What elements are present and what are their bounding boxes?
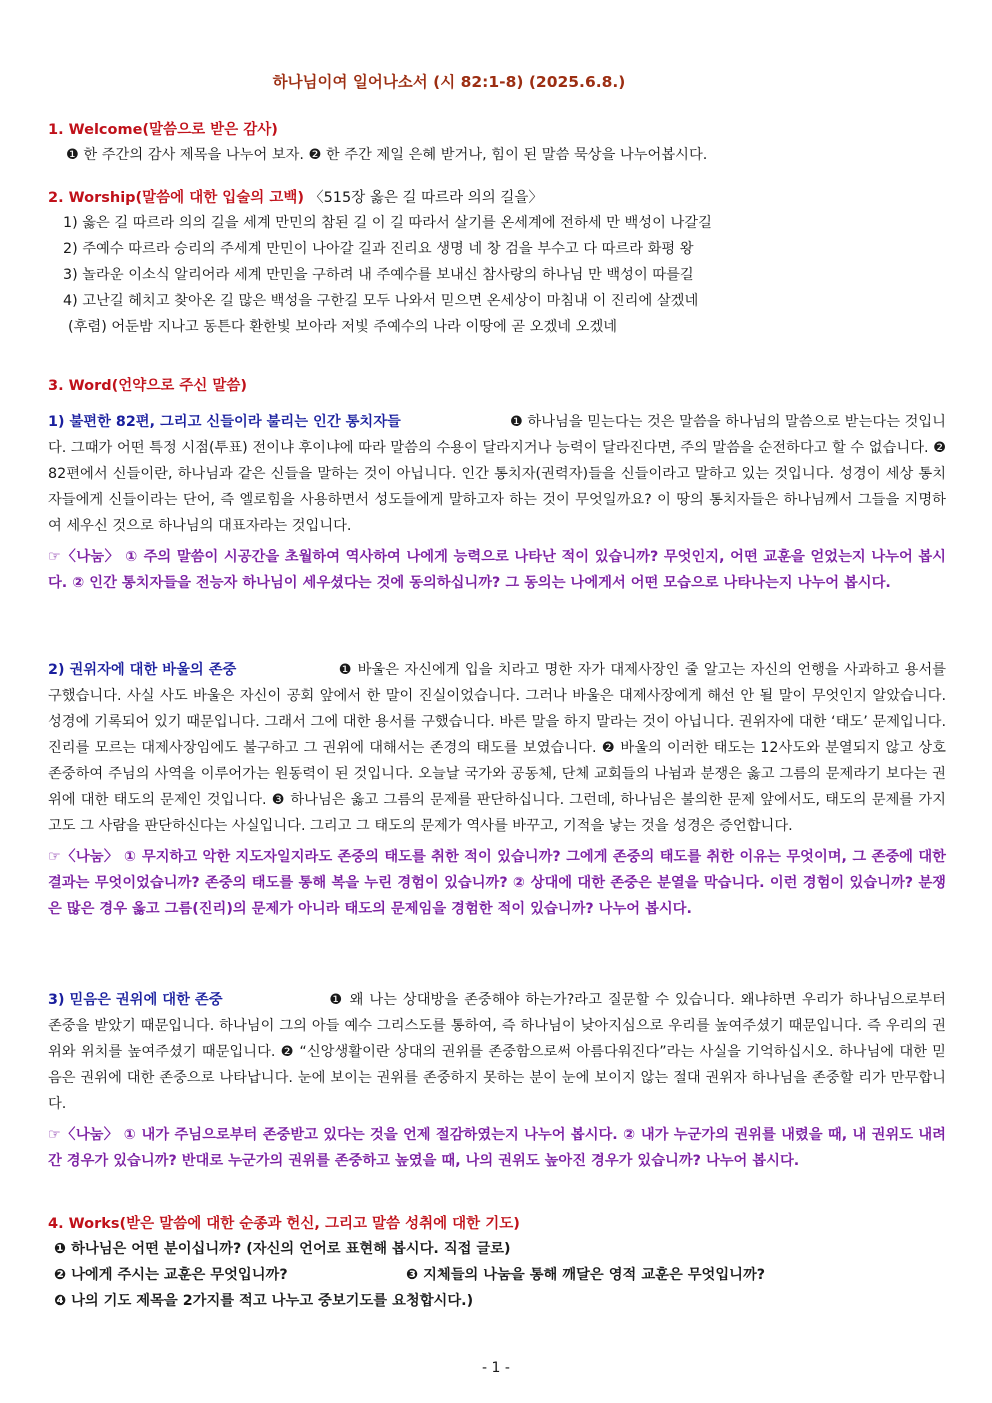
worship-section (48, 186, 946, 340)
works-question-4: ❹ 나의 기도 제목을 2가지를 적고 나누고 중보기도를 요청합시다.) (54, 1293, 474, 1309)
works-question-3: ❸ 지체들의 나눔을 통해 깨달은 영적 교훈은 무엇입니까? (406, 1267, 766, 1283)
point-1-body (48, 409, 946, 539)
point-3-text: ❶ 왜 나는 상대방을 존중해야 하는가?라고 질문할 수 있습니다. 왜냐하면 우리가 하나님으로부터 존중을 받았기 때문입니다. 하나님이 그의 아들 예수 그리스도를 통하여, 즉 하나님이 낮아지심으로 우리를 높여주셨기 때문입니다. 즉 우리의 권위와 위치를 높여주셨기 때문입니다. ❷ “신앙생활이란 상대의 권위를 존중함으로써 아름다워진다”라는 사실을 기억하십시오. 하나님에 대한 믿음은 권위에 대한 존중으로 나타납니다. 눈에 보이는 권위를 존중하지 못하는 분이 눈에 보이지 않는 절대 권위자 하나님을 존중할 리가 만무합니다. (48, 992, 946, 1112)
word-heading: 3. Word(언약으로 주신 말씀) (48, 378, 248, 394)
point-2-body (48, 657, 946, 839)
point-2-title: 2) 권위자에 대한 바울의 존중 (48, 662, 237, 678)
welcome-section (48, 118, 946, 168)
page-number: - 1 - (482, 1360, 510, 1376)
welcome-text: ❶ 한 주간의 감사 제목을 나누어 보자. ❷ 한 주간 제일 은혜 받거나, 힘이 된 말씀 묵상을 나누어봅시다. (66, 147, 708, 163)
point-1-share: ☞〈나눔〉 ① 주의 말씀이 시공간을 초월하여 역사하여 나에게 능력으로 나타난 적이 있습니까? 무엇인지, 어떤 교훈을 얻었는지 나누어 봅시다. ② 인간 통치자들을 전능자 하나님이 세우셨다는 것에 동의하십니까? 그 동의는 나에게서 어떤 모습으로 나타나는지 나누어 봅시다. (48, 549, 946, 591)
works-question-1: ❶ 하나님은 어떤 분이십니까? (자신의 언어로 표현해 봅시다. 직접 글로) (54, 1241, 511, 1257)
point-3-share: ☞〈나눔〉 ① 내가 주님으로부터 존중받고 있다는 것을 언제 절감하였는지 나누어 봅시다. ② 내가 누군가의 권위를 내렸을 때, 내 권위도 내려간 경우가 있습니까? 반대로 누군가의 권위를 존중하고 높였을 때, 나의 권위도 높아진 경우가 있습니까? 나누어 봅시다. (48, 1127, 946, 1169)
point-2-share: ☞〈나눔〉 ① 무지하고 악한 지도자일지라도 존중의 태도를 취한 적이 있습니까? 그에게 존중의 태도를 취한 이유는 무엇이며, 그 존중에 대한 결과는 무엇이었습니까? 존중의 태도를 통해 복을 누린 경험이 있습니까? ② 상대에 대한 존중은 분열을 막습니다. 이런 경험이 있습니까? 분쟁은 많은 경우 옳고 그름(진리)의 문제가 아니라 태도의 문제임을 경험한 적이 있습니까? 나누어 봅시다. (48, 849, 946, 917)
works-row-2 (48, 1262, 946, 1288)
word-section (48, 374, 946, 398)
works-question-2: ❷ 나에게 주시는 교훈은 무엇입니까? (54, 1267, 288, 1283)
hymn-verse-4: 4) 고난길 헤치고 찾아온 길 많은 백성을 구한길 모두 나와서 믿으면 온세상이 마침내 이 진리에 살겠네 (63, 293, 699, 309)
point-1-text: ❶ 하나님을 믿는다는 것은 말씀을 하나님의 말씀으로 받는다는 것입니다. 그때가 어떤 특정 시점(투표) 전이냐 후이냐에 따라 말씀의 수용이 달라지거나 능력이 달라진다면, 주의 말씀을 순전하다고 할 수 없습니다. ❷ 82편에서 신들이란, 하나님과 같은 신들을 말하는 것이 아닙니다. 인간 통치자(권력자)들을 신들이라고 말하고 있는 것입니다. 성경이 세상 통치자들에게 신들이라는 단어, 즉 엘로힘을 사용하면서 성도들에게 말하고자 하는 것이 무엇일까요? 이 땅의 통치자들은 하나님께서 그들을 지명하여 세우신 것으로 하나님의 대표자라는 것입니다. (48, 414, 946, 534)
hymn-verse-1: 1) 옳은 길 따르라 의의 길을 세계 만민의 참된 길 이 길 따라서 살기를 온세계에 전하세 만 백성이 나갈길 (63, 215, 712, 231)
point-1-title: 1) 불편한 82편, 그리고 신들이라 불리는 인간 통치자들 (48, 414, 401, 430)
word-point-3 (48, 987, 946, 1174)
works-heading: 4. Works(받은 말씀에 대한 순종과 헌신, 그리고 말씀 성취에 대한 기도) (48, 1216, 520, 1232)
page-title: 하나님이여 일어나소서 (시 82:1-8) (2025.6.8.) (272, 73, 626, 91)
hymn-refrain: (후렴) 어둔밤 지나고 동튼다 환한빛 보아라 저빛 주예수의 나라 이땅에 곧 오겠네 오겠네 (68, 319, 618, 335)
welcome-heading: 1. Welcome(말씀으로 받은 감사) (48, 122, 278, 138)
point-2-text: ❶ 바울은 자신에게 입을 치라고 명한 자가 대제사장인 줄 알고는 자신의 언행을 사과하고 용서를 구했습니다. 사실 사도 바울은 자신이 공회 앞에서 한 말이 진실이었습니다. 그러나 바울은 대제사장에게 해선 안 될 말이 무엇인지 알았습니다. 성경에 기록되어 있기 때문입니다. 그래서 그에 대한 용서를 구했습니다. 바른 말을 하지 말라는 것이 아닙니다. 권위자에 대한 ‘태도’ 문제입니다. 진리를 모르는 대제사장임에도 불구하고 그 권위에 대해서는 존경의 태도를 보였습니다. ❷ 바울의 이러한 태도는 12사도와 분열되지 않고 상호존중하여 주님의 사역을 이루어가는 원동력이 된 것입니다. 오늘날 국가와 공동체, 단체 교회들의 나뉨과 분쟁은 옳고 그름의 문제라기 보다는 권위에 대한 태도의 문제인 것입니다. ❸ 하나님은 옳고 그름의 문제를 판단하십니다. 그런데, 하나님은 불의한 문제 앞에서도, 태도의 문제를 가지고도 그 사람을 판단하신다는 사실입니다. 그리고 그 태도의 문제가 역사를 바꾸고, 기적을 낳는 것을 성경은 증언합니다. (48, 662, 946, 834)
worship-heading-line (48, 186, 946, 210)
word-point-2 (48, 657, 946, 922)
works-section (48, 1212, 946, 1314)
hymn-verse-3: 3) 놀라운 이소식 알리어라 세계 만민을 구하려 내 주예수를 보내신 참사랑의 하나님 만 백성이 따를길 (63, 267, 694, 283)
worship-heading: 2. Worship(말씀에 대한 입술의 고백) (48, 190, 305, 206)
word-point-1 (48, 409, 946, 596)
worship-hymn: 〈515장 옳은 길 따르라 의의 길을〉 (309, 190, 543, 206)
hymn-verse-2: 2) 주예수 따르라 승리의 주세계 만민이 나아갈 길과 진리요 생명 네 창 검을 부수고 다 따르라 화평 왕 (63, 241, 694, 257)
point-3-title: 3) 믿음은 권위에 대한 존중 (48, 992, 223, 1008)
point-3-body (48, 987, 946, 1117)
